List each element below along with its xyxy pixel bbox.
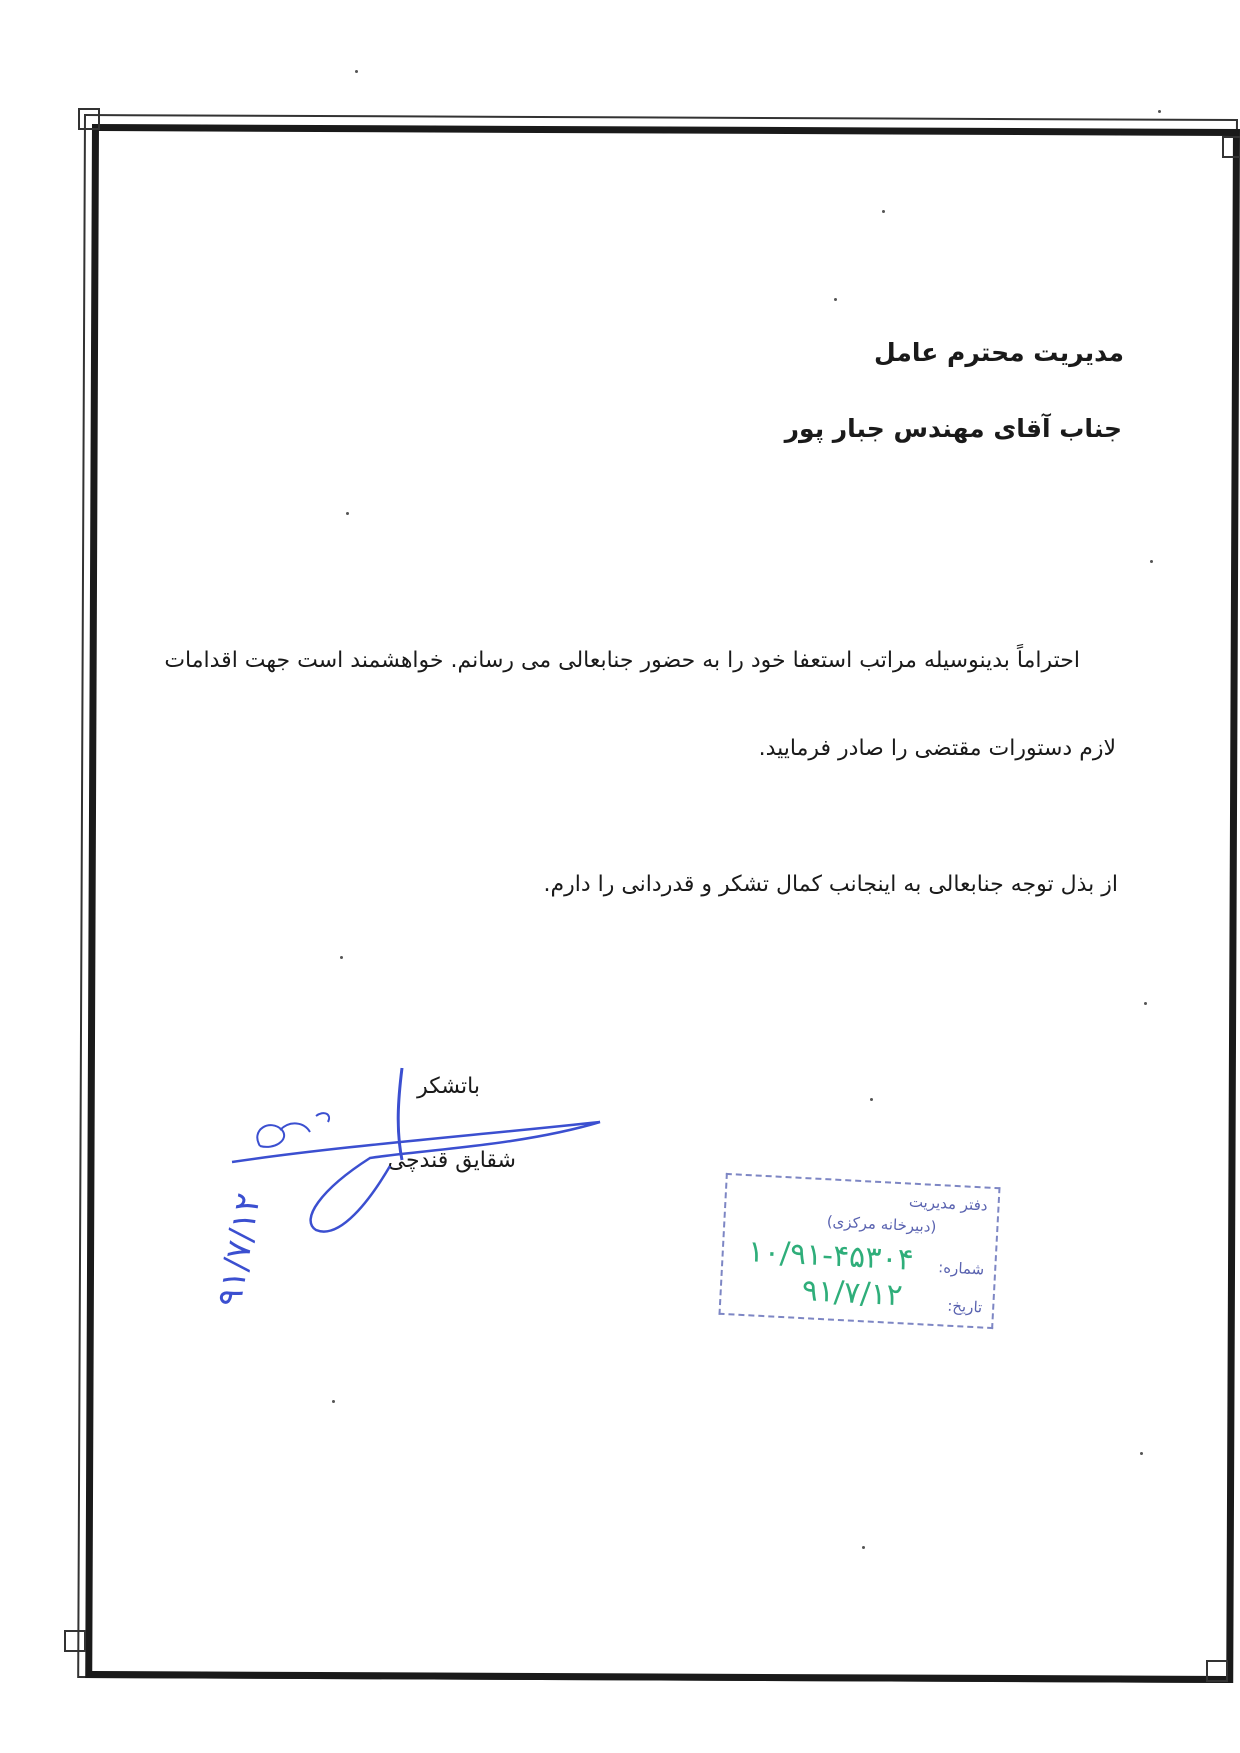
frame-corner: [78, 108, 100, 130]
scan-speck: [882, 210, 885, 213]
stamp-number-label: شماره:: [937, 1258, 985, 1279]
handwritten-signature: [220, 1050, 620, 1250]
scan-speck: [1140, 1452, 1143, 1455]
registration-stamp: [718, 1173, 1000, 1329]
recipient-name: جناب آقای مهندس جبار پور: [784, 414, 1122, 443]
scan-speck: [834, 298, 837, 301]
frame-corner: [1206, 1660, 1228, 1682]
scan-speck: [1150, 560, 1153, 563]
body-paragraph-line-2: لازم دستورات مقتضی را صادر فرمایید.: [758, 736, 1116, 761]
stamp-subheader: (دبیرخانه مرکزی): [826, 1212, 937, 1236]
scan-speck: [340, 956, 343, 959]
scan-speck: [332, 1400, 335, 1403]
frame-corner: [1222, 136, 1240, 158]
scan-speck: [1144, 1002, 1147, 1005]
sender-name: شقایق قندچی: [387, 1148, 516, 1173]
scan-speck: [355, 70, 358, 73]
body-paragraph-line-1: احتراماً بدینوسیله مراتب استعفا خود را به حضور جنابعالی می رسانم. خواهشمند است جهت اقدامات: [164, 648, 1080, 673]
scan-speck: [346, 512, 349, 515]
closing-text: باتشکر: [417, 1074, 480, 1099]
stamp-date-value: ۹۱/۷/۱۲: [800, 1273, 904, 1314]
scan-speck: [862, 1546, 865, 1549]
body-paragraph-line-3: از بذل توجه جنابعالی به اینجانب کمال تشکر و قدردانی را دارم.: [543, 872, 1118, 897]
stamp-number-value: ۱۰/۹۱-۴۵۳۰۴: [746, 1234, 915, 1278]
stamp-date-label: تاریخ:: [946, 1296, 983, 1317]
handwritten-date-note: ۹۱/۷/۱۲: [209, 1190, 269, 1310]
recipient-title: مدیریت محترم عامل: [874, 338, 1124, 367]
frame-corner: [64, 1630, 86, 1652]
stamp-header: دفتر مدیریت: [908, 1192, 989, 1215]
scan-speck: [1158, 110, 1161, 113]
scan-speck: [870, 1098, 873, 1101]
